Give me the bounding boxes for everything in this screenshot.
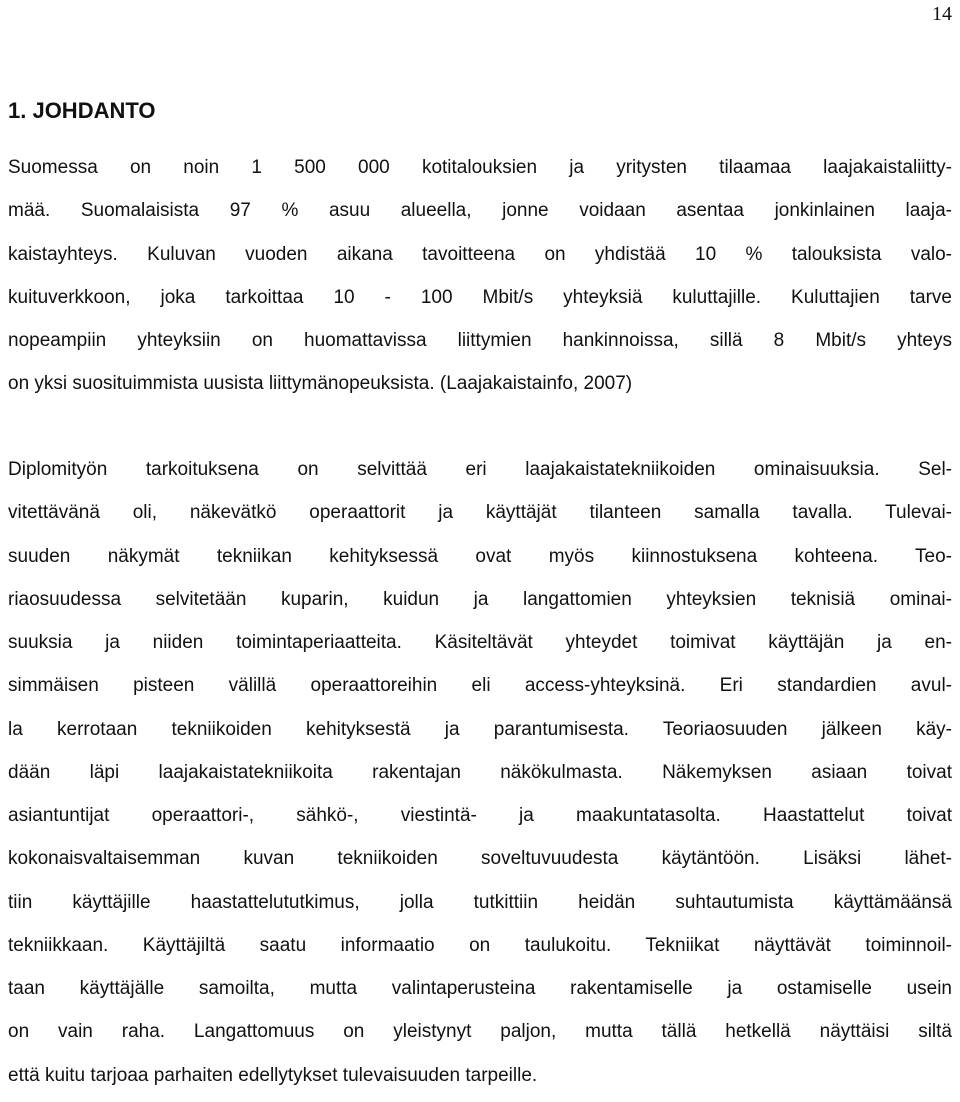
text-line: simmäisen pisteen välillä operaattoreihin eli access-yhteyksinä. Eri standardien avul- <box>8 675 952 697</box>
text-line: Suomessa on noin 1 500 000 kotitalouksien ja yritysten tilaamaa laajakaistaliitty- <box>8 157 952 178</box>
text-line: vitettävänä oli, näkevätkö operaattorit ja käyttäjät tilanteen samalla tavalla. Tulevai- <box>8 502 952 524</box>
text-line: suuden näkymät tekniikan kehityksessä ovat myös kiinnostuksena kohteena. Teo- <box>8 545 952 567</box>
text-line: kuituverkkoon, joka tarkoittaa 10 - 100 Mbit/s yhteyksiä kuluttajille. Kuluttajien tarve <box>8 286 952 308</box>
text-line: kokonaisvaltaisemman kuvan tekniikoiden soveltuvuudesta käytäntöön. Lisäksi lähet- <box>8 848 952 870</box>
text-line: mää. Suomalaisista 97 % asuu alueella, jonne voidaan asentaa jonkinlainen laaja- <box>8 200 952 222</box>
page-number: 14 <box>932 3 952 25</box>
text-line: tekniikkaan. Käyttäjiltä saatu informaatio on taulukoitu. Tekniikat näyttävät toiminnoil- <box>8 934 952 956</box>
text-line: että kuitu tarjoaa parhaiten edellytykset tulevaisuuden tarpeille. <box>8 1064 538 1086</box>
text-line: nopeampiin yhteyksiin on huomattavissa liittymien hankinnoissa, sillä 8 Mbit/s yhteys <box>8 330 952 351</box>
text-line: tiin käyttäjille haastattelututkimus, jolla tutkittiin heidän suhtautumista käyttämäänsä <box>8 891 952 913</box>
text-line: taan käyttäjälle samoilta, mutta valintaperusteina rakentamiselle ja ostamiselle usein <box>8 978 952 999</box>
text-line: kaistayhteys. Kuluvan vuoden aikana tavoitteena on yhdistää 10 % talouksista valo- <box>8 243 952 265</box>
paragraph-purpose <box>8 448 952 1097</box>
paragraph-intro <box>8 146 952 406</box>
text-line: dään läpi laajakaistatekniikoita rakentajan näkökulmasta. Näkemyksen asiaan toivat <box>8 761 952 783</box>
text-line: Diplomityön tarkoituksena on selvittää eri laajakaistatekniikoiden ominaisuuksia. Sel- <box>8 459 952 480</box>
text-line: on vain raha. Langattomuus on yleistynyt paljon, mutta tällä hetkellä näyttäisi siltä <box>8 1021 952 1043</box>
text-line: riaosuudessa selvitetään kuparin, kuidun ja langattomien yhteyksien teknisiä ominai- <box>8 588 952 610</box>
text-line: asiantuntijat operaattori-, sähkö-, viestintä- ja maakuntatasolta. Haastattelut toivat <box>8 805 952 826</box>
text-line: on yksi suosituimmista uusista liittymänopeuksista. (Laajakaistainfo, 2007) <box>8 373 633 395</box>
section-heading: 1. JOHDANTO <box>8 98 156 123</box>
text-line: suuksia ja niiden toimintaperiaatteita. Käsiteltävät yhteydet toimivat käyttäjän ja en- <box>8 632 952 653</box>
text-line: la kerrotaan tekniikoiden kehityksestä ja parantumisesta. Teoriaosuuden jälkeen käy- <box>8 718 952 740</box>
